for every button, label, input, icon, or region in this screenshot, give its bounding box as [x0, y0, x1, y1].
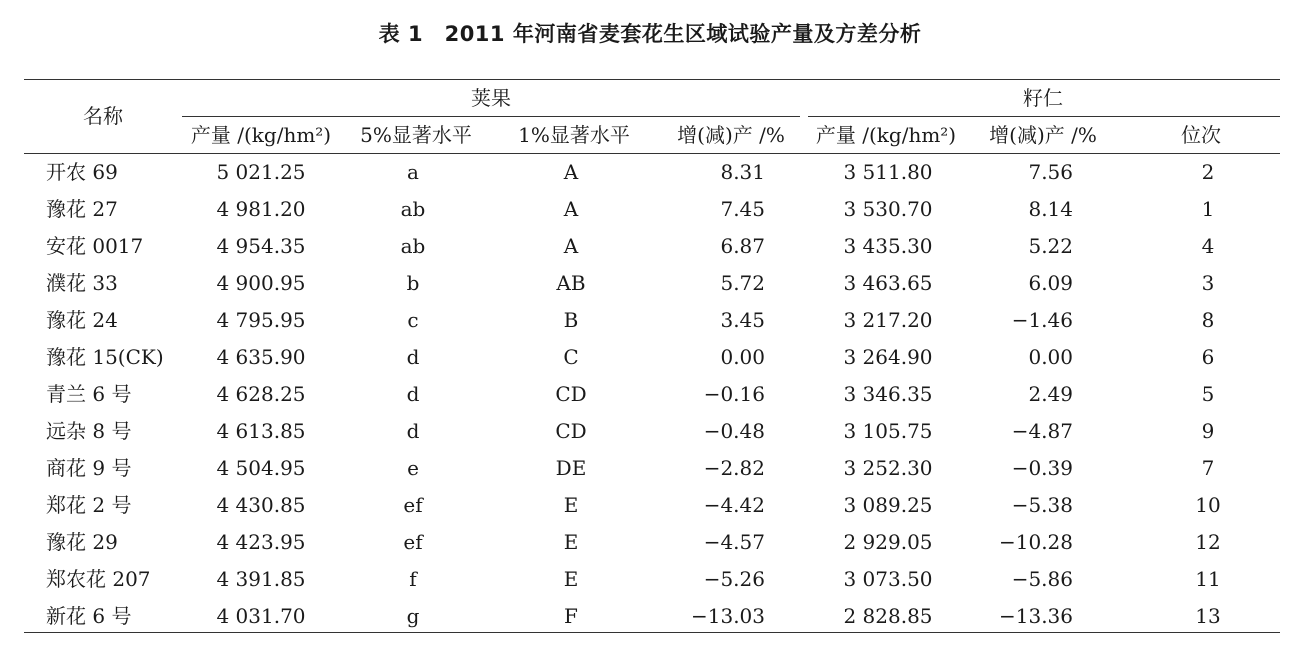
cell-pod-change: −0.16 — [703, 382, 765, 406]
cell-kernel-yield: 3 073.50 — [843, 567, 933, 591]
cell-rank: 9 — [1201, 419, 1215, 443]
cell-sig5: a — [407, 160, 419, 184]
cell-kernel-change: −10.28 — [998, 530, 1073, 554]
cell-kernel-yield: 3 217.20 — [843, 308, 933, 332]
cell-pod-change: −13.03 — [690, 604, 765, 628]
cell-sig5: b — [406, 271, 420, 295]
header-bottom-rule — [24, 153, 1280, 154]
cell-name: 郑农花 207 — [46, 567, 151, 591]
cell-kernel-change: −4.87 — [1011, 419, 1073, 443]
cell-kernel-change: 0.00 — [1028, 345, 1073, 369]
bottom-rule — [24, 632, 1280, 633]
cell-sig1: C — [563, 345, 579, 369]
cell-kernel-change: −0.39 — [1011, 456, 1073, 480]
cell-name: 豫花 27 — [46, 197, 118, 221]
cell-pod-change: 5.72 — [720, 271, 765, 295]
top-rule — [24, 79, 1280, 80]
cell-kernel-yield: 3 530.70 — [843, 197, 933, 221]
cell-rank: 11 — [1195, 567, 1221, 591]
cell-pod-change: −4.57 — [703, 530, 765, 554]
cell-pod-yield: 4 430.85 — [216, 493, 306, 517]
cell-rank: 13 — [1195, 604, 1221, 628]
cell-sig1: CD — [555, 382, 587, 406]
cell-pod-yield: 4 795.95 — [216, 308, 306, 332]
cell-pod-yield: 4 031.70 — [216, 604, 306, 628]
cell-pod-change: −2.82 — [703, 456, 765, 480]
header-pod-yield: 产量 /(kg/hm²) — [190, 123, 332, 147]
cell-pod-change: 7.45 — [720, 197, 765, 221]
cell-kernel-yield: 3 264.90 — [843, 345, 933, 369]
cell-pod-change: 3.45 — [720, 308, 765, 332]
header-pod-group: 荚果 — [471, 86, 511, 110]
cell-pod-yield: 4 628.25 — [216, 382, 306, 406]
cell-name: 开农 69 — [46, 160, 118, 184]
cell-pod-change: −4.42 — [703, 493, 765, 517]
cell-kernel-yield: 3 346.35 — [843, 382, 933, 406]
cell-rank: 1 — [1201, 197, 1215, 221]
cell-sig1: A — [563, 160, 579, 184]
table-caption: 表 1 2011 年河南省麦套花生区域试验产量及方差分析 — [378, 22, 922, 46]
cell-sig1: E — [563, 493, 579, 517]
cell-pod-yield: 5 021.25 — [216, 160, 306, 184]
kernel-group-rule — [808, 116, 1280, 117]
cell-name: 远杂 8 号 — [46, 419, 132, 443]
cell-name: 安花 0017 — [46, 234, 144, 258]
header-kernel-group: 籽仁 — [1023, 86, 1063, 110]
header-rank: 位次 — [1181, 123, 1221, 147]
cell-sig5: c — [407, 308, 419, 332]
cell-sig5: d — [406, 345, 420, 369]
cell-kernel-yield: 3 252.30 — [843, 456, 933, 480]
cell-rank: 6 — [1201, 345, 1215, 369]
cell-rank: 12 — [1195, 530, 1221, 554]
cell-kernel-change: 6.09 — [1028, 271, 1073, 295]
cell-name: 豫花 29 — [46, 530, 118, 554]
cell-sig5: ef — [403, 493, 423, 517]
cell-name: 青兰 6 号 — [46, 382, 132, 406]
cell-pod-change: −0.48 — [703, 419, 765, 443]
cell-sig5: f — [409, 567, 417, 591]
cell-rank: 2 — [1201, 160, 1215, 184]
cell-sig5: d — [406, 382, 420, 406]
cell-kernel-change: 5.22 — [1028, 234, 1073, 258]
cell-pod-yield: 4 981.20 — [216, 197, 306, 221]
cell-rank: 4 — [1201, 234, 1215, 258]
cell-sig1: E — [563, 530, 579, 554]
cell-sig5: d — [406, 419, 420, 443]
header-kernel-yield: 产量 /(kg/hm²) — [815, 123, 957, 147]
cell-sig1: A — [563, 234, 579, 258]
header-name: 名称 — [83, 104, 123, 128]
cell-kernel-change: 7.56 — [1028, 160, 1073, 184]
cell-sig1: B — [563, 308, 579, 332]
cell-pod-change: 0.00 — [720, 345, 765, 369]
cell-sig1: F — [564, 604, 578, 628]
pod-group-rule — [182, 116, 800, 117]
cell-sig5: g — [406, 604, 420, 628]
cell-kernel-change: 8.14 — [1028, 197, 1073, 221]
cell-kernel-yield: 2 828.85 — [843, 604, 933, 628]
cell-name: 郑花 2 号 — [46, 493, 132, 517]
header-sig1: 1%显著水平 — [518, 123, 630, 147]
cell-sig5: ef — [403, 530, 423, 554]
cell-rank: 3 — [1201, 271, 1215, 295]
cell-sig1: CD — [555, 419, 587, 443]
cell-kernel-yield: 3 105.75 — [843, 419, 933, 443]
cell-rank: 8 — [1201, 308, 1215, 332]
cell-pod-yield: 4 423.95 — [216, 530, 306, 554]
cell-kernel-yield: 3 463.65 — [843, 271, 933, 295]
cell-pod-change: 8.31 — [720, 160, 765, 184]
cell-kernel-change: 2.49 — [1028, 382, 1073, 406]
cell-rank: 10 — [1195, 493, 1221, 517]
cell-pod-change: 6.87 — [720, 234, 765, 258]
cell-kernel-yield: 2 929.05 — [843, 530, 933, 554]
cell-sig1: DE — [555, 456, 587, 480]
cell-kernel-change: −1.46 — [1011, 308, 1073, 332]
cell-pod-yield: 4 391.85 — [216, 567, 306, 591]
cell-sig5: ab — [400, 234, 426, 258]
cell-kernel-yield: 3 089.25 — [843, 493, 933, 517]
cell-name: 新花 6 号 — [46, 604, 132, 628]
cell-kernel-change: −5.86 — [1011, 567, 1073, 591]
cell-name: 濮花 33 — [46, 271, 118, 295]
header-pod-change: 增(减)产 /% — [677, 123, 785, 147]
cell-kernel-yield: 3 511.80 — [843, 160, 933, 184]
cell-sig5: e — [407, 456, 419, 480]
cell-pod-yield: 4 613.85 — [216, 419, 306, 443]
cell-name: 豫花 15(CK) — [46, 345, 164, 369]
cell-name: 商花 9 号 — [46, 456, 132, 480]
header-kernel-change: 增(减)产 /% — [989, 123, 1097, 147]
cell-pod-yield: 4 954.35 — [216, 234, 306, 258]
cell-rank: 5 — [1201, 382, 1215, 406]
header-sig5: 5%显著水平 — [360, 123, 472, 147]
cell-rank: 7 — [1201, 456, 1215, 480]
cell-pod-yield: 4 635.90 — [216, 345, 306, 369]
cell-pod-yield: 4 504.95 — [216, 456, 306, 480]
cell-kernel-change: −13.36 — [998, 604, 1073, 628]
cell-pod-yield: 4 900.95 — [216, 271, 306, 295]
cell-sig1: E — [563, 567, 579, 591]
cell-pod-change: −5.26 — [703, 567, 765, 591]
cell-sig1: A — [563, 197, 579, 221]
cell-name: 豫花 24 — [46, 308, 118, 332]
cell-sig1: AB — [556, 271, 586, 295]
cell-kernel-change: −5.38 — [1011, 493, 1073, 517]
cell-sig5: ab — [400, 197, 426, 221]
cell-kernel-yield: 3 435.30 — [843, 234, 933, 258]
